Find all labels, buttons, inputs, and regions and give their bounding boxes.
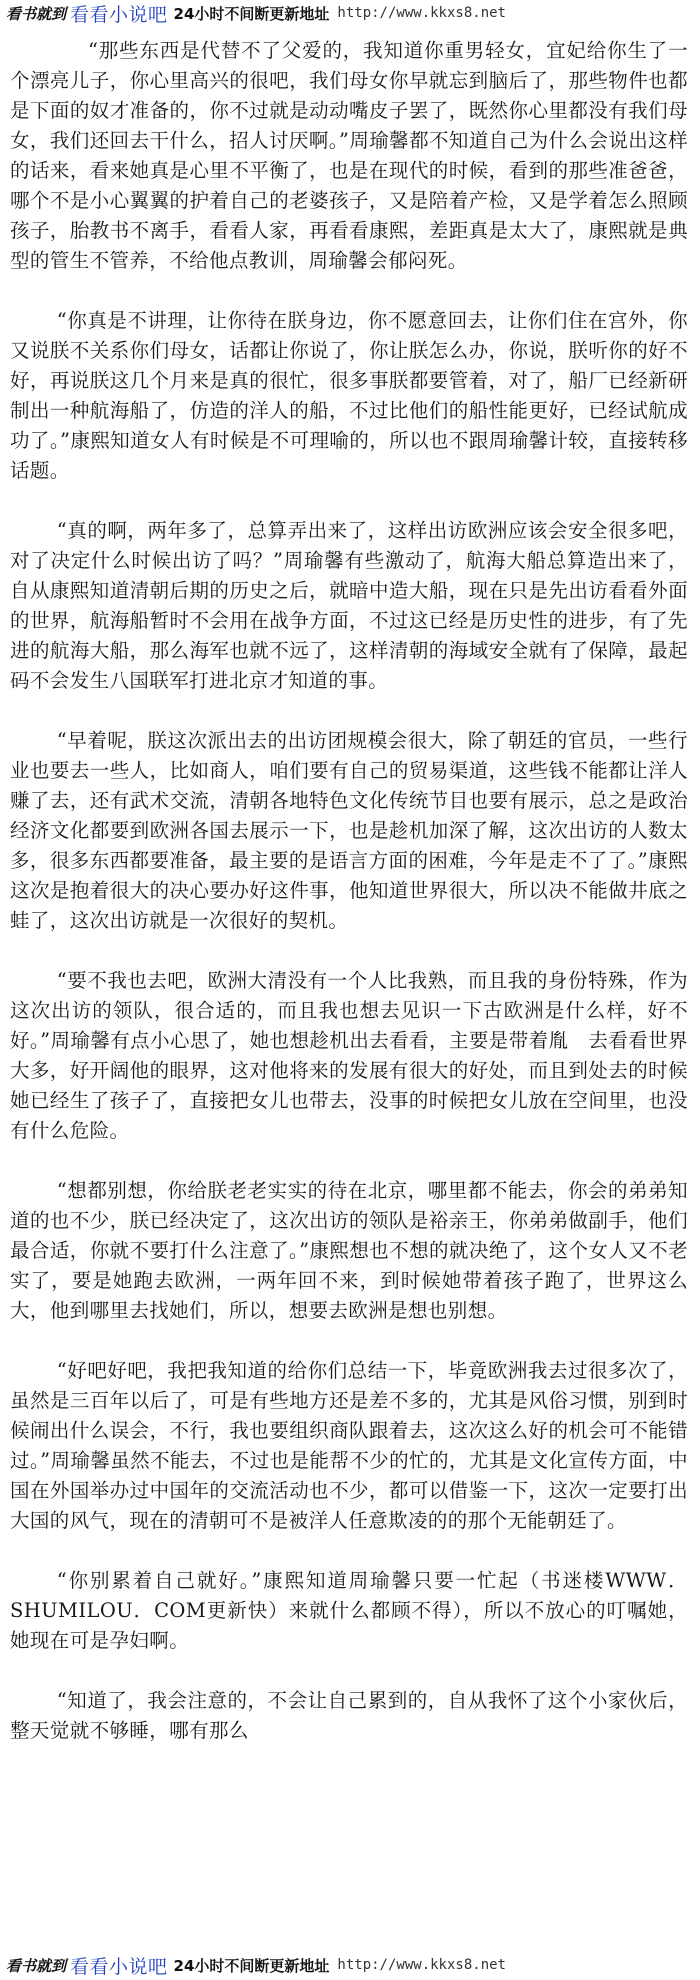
paragraph: “你真是不讲理，让你待在朕身边，你不愿意回去，让你们住在宫外，你又说朕不关系你们母女，话都让你说了，你让朕怎么办，你说，朕听你的好不好，再说朕这几个月来是真的很忙，很多事朕都要管着，对了，船厂已经新研制出一种航海船了，仿造的洋人的船，不过比他们的船性能更好，已经试航成功了。”康熙知道女人有时候是不可理喻的，所以也不跟周瑜馨计较，直接转移话题。	[10, 309, 688, 482]
paragraph: “你别累着自己就好。”康熙知道周瑜馨只要一忙起（书迷楼WWW．SHUMILOU．COM更新快）来就什么都顾不得），所以不放心的叮嘱她，她现在可是孕妇啊。	[10, 1569, 688, 1652]
paragraph: “想都别想，你给朕老老实实的待在北京，哪里都不能去，你会的弟弟知道的也不少，朕已经决定了，这次出访的领队是裕亲王，你弟弟做副手，他们最合适，你就不要打什么注意了。”康熙想也不想的就决绝了，这个女人又不老实了，要是她跑去欧洲，一两年回不来，到时候她带着孩子跑了，世界这么大，他到哪里去找她们，所以，想要去欧洲是想也别想。	[10, 1179, 688, 1322]
paragraph: “真的啊，两年多了，总算弄出来了，这样出访欧洲应该会安全很多吧，对了决定什么时候出访了吗？”周瑜馨有些激动了，航海大船总算造出来了，自从康熙知道清朝后期的历史之后，就暗中造大船，现在只是先出访看看外面的世界，航海船暂时不会用在战争方面，不过这已经是历史性的进步，有了先进的航海大船，那么海军也就不远了，这样清朝的海域安全就有了保障，最起码不会发生八国联军打进北京才知道的事。	[10, 519, 688, 692]
paragraph: “那些东西是代替不了父爱的，我知道你重男轻女，宜妃给你生了一个漂亮儿子，你心里高兴的很吧，我们母女你早就忘到脑后了，那些物件也都是下面的奴才准备的，你不过就是动动嘴皮子罢了，既然你心里都没有我们母女，我们还回去干什么，招人讨厌啊。”周瑜馨都不知道自己为什么会说出这样的话来，看来她真是心里不平衡了，也是在现代的时候，看到的那些准爸爸，哪个不是小心翼翼的护着自己的老婆孩子，又是陪着产检，又是学着怎么照顾孩子，胎教书不离手，看看人家，再看看康熙，差距真是太大了，康熙就是典型的管生不管养，不给他点教训，周瑜馨会郁闷死。	[10, 39, 688, 272]
footer-banner-tagline: 24小时不间断更新地址	[173, 1956, 330, 1975]
paragraph: “好吧好吧，我把我知道的给你们总结一下，毕竟欧洲我去过很多次了，虽然是三百年以后了，可是有些地方还是差不多的，尤其是风俗习惯，别到时候闹出什么误会，不行，我也要组织商队跟着去，这次这么好的机会可不能错过。”周瑜馨虽然不能去，不过也是能帮不少的忙的，尤其是文化宣传方面，中国在外国举办过中国年的交流活动也不少，都可以借鉴一下，这次一定要打出大国的风气，现在的清朝可不是被洋人任意欺凌的的那个无能朝廷了。	[10, 1359, 688, 1532]
chapter-text	[10, 36, 688, 1776]
footer-banner-url: http://www.kkxs8.net	[337, 1957, 506, 1973]
header-banner-tagline: 24小时不间断更新地址	[173, 4, 330, 23]
paragraph: “要不我也去吧，欧洲大清没有一个人比我熟，而且我的身份特殊，作为这次出访的领队，很合适的，而且我也想去见识一下古欧洲是什么样，好不好。”周瑜馨有点小心思了，她也想趁机出去看看，主要是带着胤 去看看世界大多，好开阔他的眼界，这对他将来的发展有很大的好处，而且到处去的时候她已经生了孩子了，直接把女儿也带去，没事的时候把女儿放在空间里，也没有什么危险。	[10, 969, 688, 1142]
footer-banner-brand: 看看小说吧	[70, 1955, 168, 1978]
header-banner-brand: 看看小说吧	[70, 3, 168, 26]
paragraph: “知道了，我会注意的，不会让自己累到的，自从我怀了这个小家伙后，整天觉就不够睡，哪有那么	[10, 1689, 688, 1742]
paragraph: “早着呢，朕这次派出去的出访团规模会很大，除了朝廷的官员，一些行业也要去一些人，比如商人，咱们要有自己的贸易渠道，这些钱不能都让洋人赚了去，还有武术交流，清朝各地特色文化传统节目也要有展示，总之是政治经济文化都要到欧洲各国去展示一下，也是趁机加深了解，这次出访的人数太多，很多东西都要准备，最主要的是语言方面的困难，今年是走不了了。”康熙这次是抱着很大的决心要办好这件事，他知道世界很大，所以决不能做井底之蛙了，这次出访就是一次很好的契机。	[10, 729, 688, 932]
header-banner-url: http://www.kkxs8.net	[337, 5, 506, 21]
header-banner	[0, 0, 700, 26]
header-banner-lead: 看书就到	[6, 4, 67, 23]
footer-banner	[0, 1952, 700, 1978]
footer-banner-lead: 看书就到	[6, 1956, 67, 1975]
